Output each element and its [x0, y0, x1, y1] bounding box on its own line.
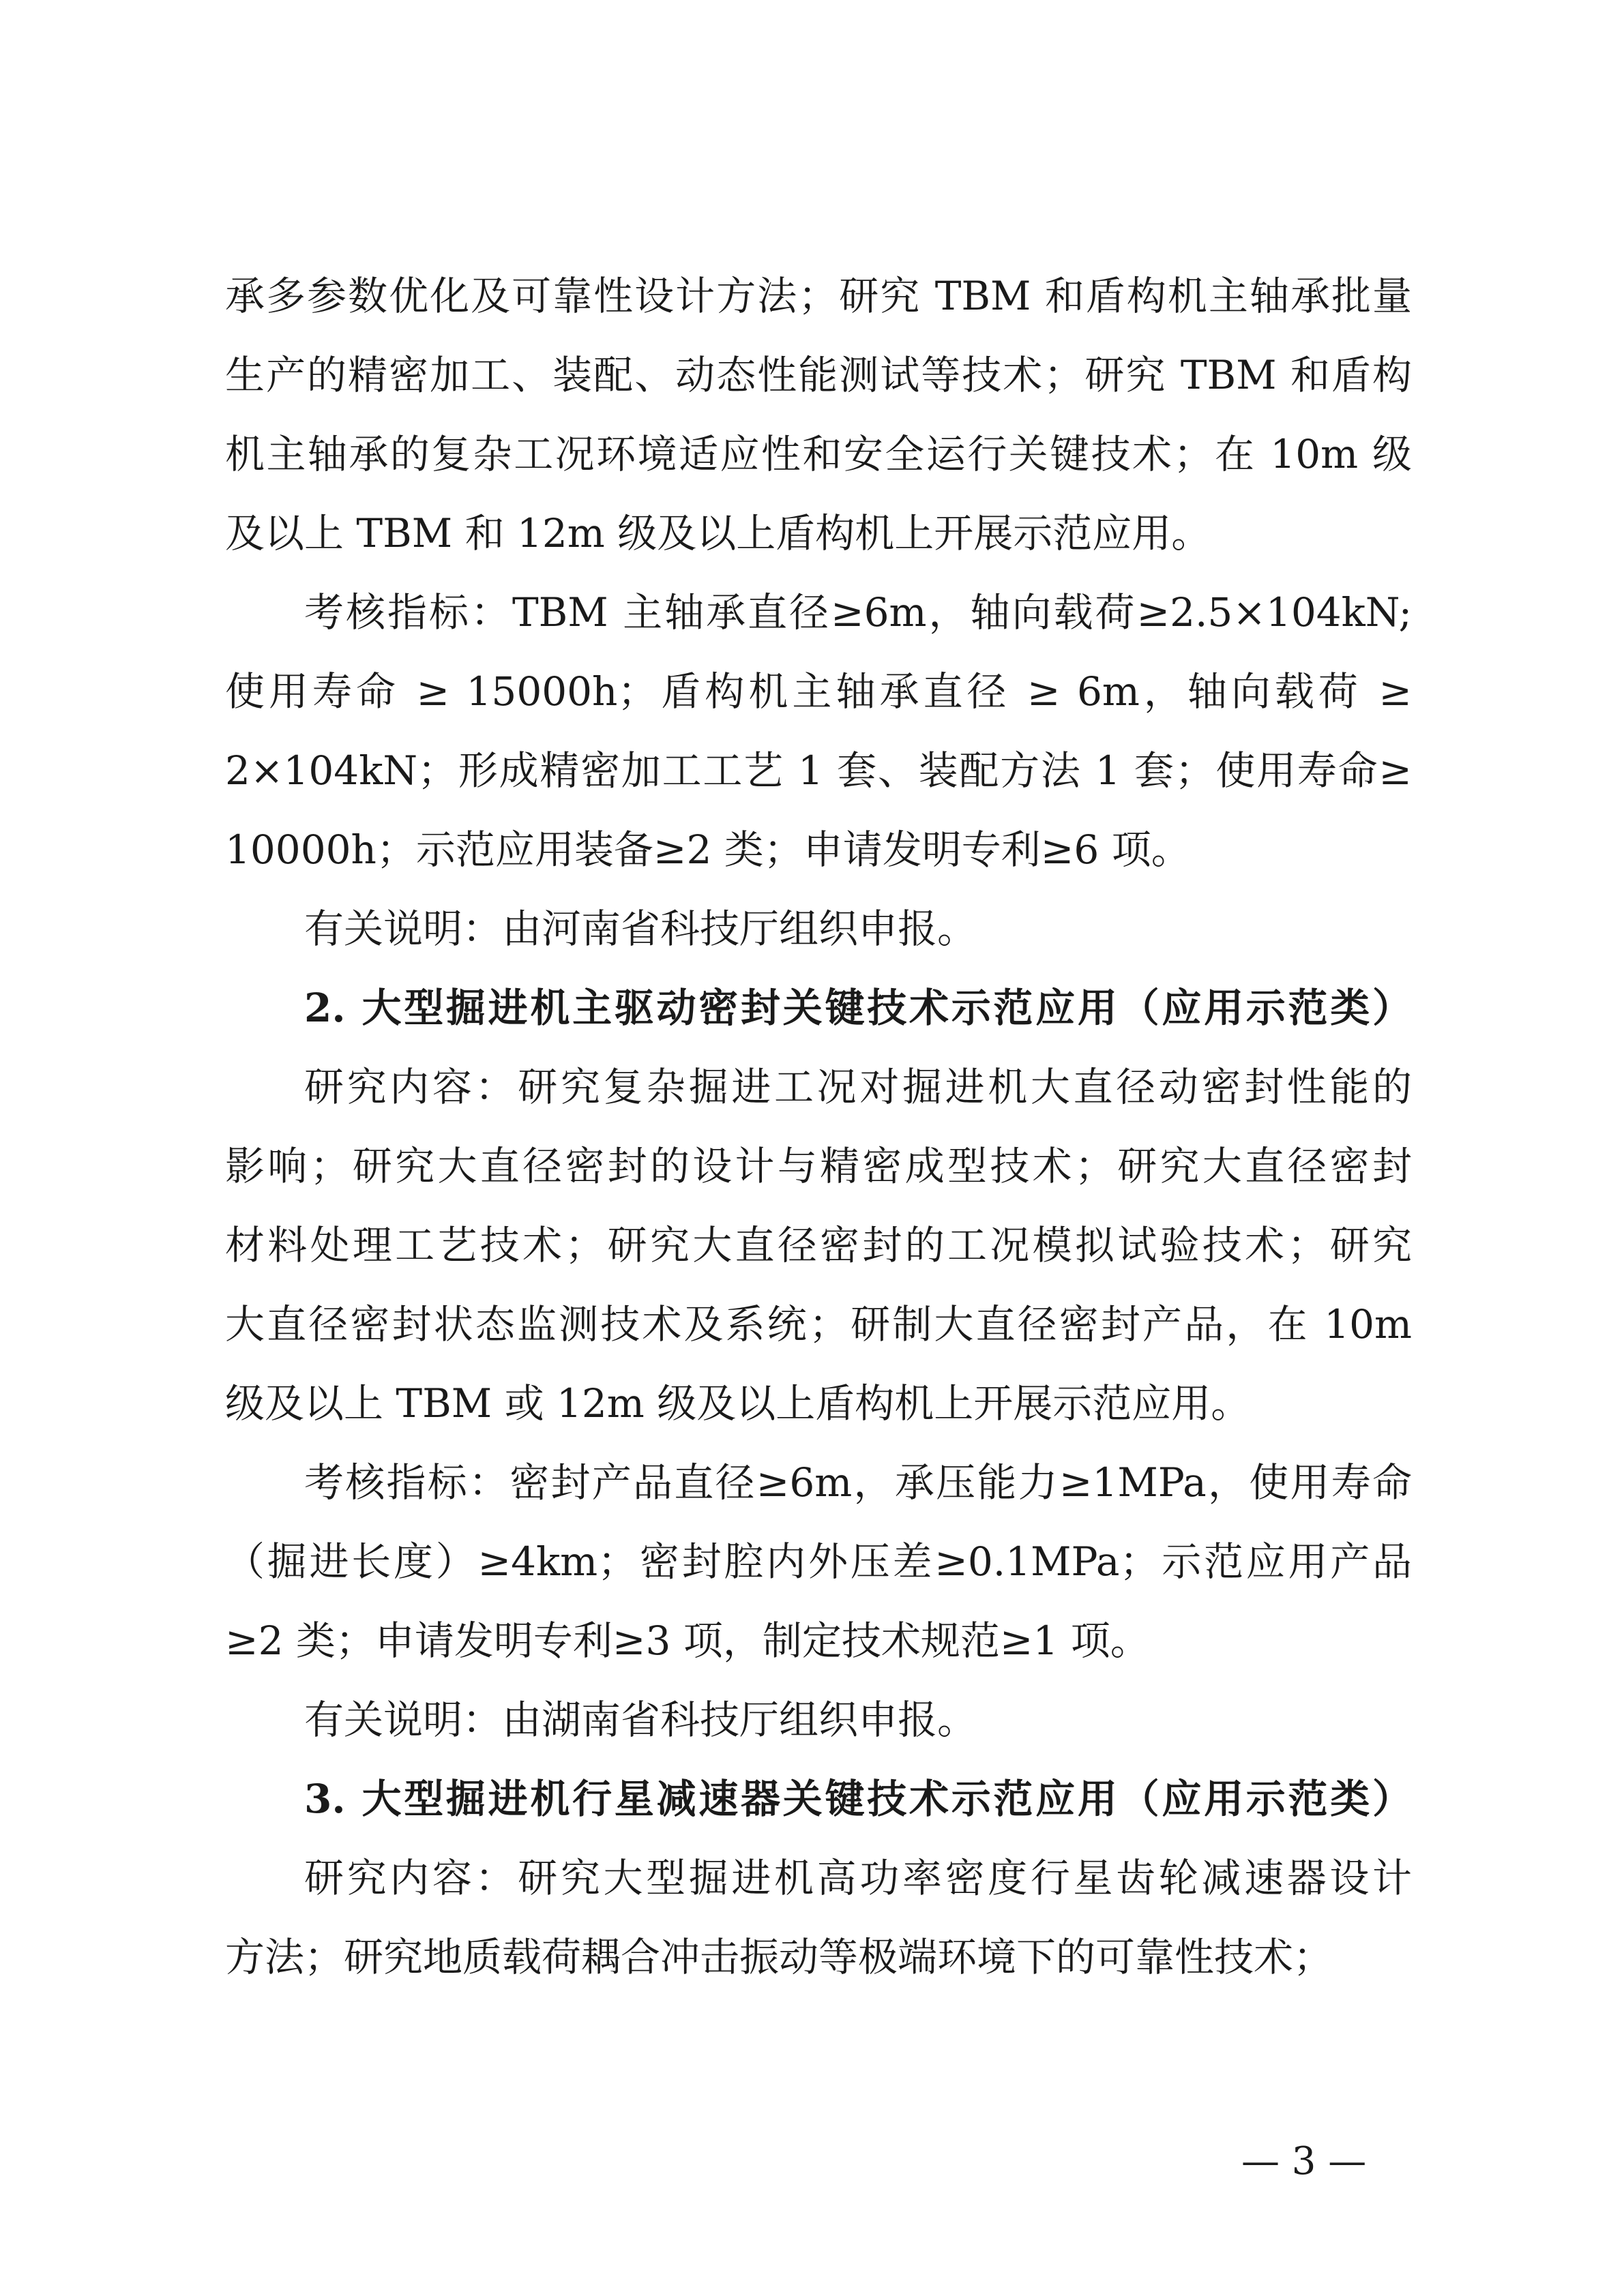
text-line-8: 10000h；示范应用装备≥2 类；申请发明专利≥6 项。: [225, 826, 1191, 873]
text-line-13: 材料处理工艺技术；研究大直径密封的工况模拟试验技术；研究: [225, 1222, 1412, 1268]
page-number: — 3 —: [1241, 2139, 1367, 2183]
text-line-9: 有关说明：由河南省科技厅组织申报。: [304, 906, 977, 952]
text-line-21: 研究内容：研究大型掘进机高功率密度行星齿轮减速器设计: [304, 1855, 1412, 1901]
section-heading-2: 2. 大型掘进机主驱动密封关键技术示范应用（应用示范类）: [304, 985, 1412, 1031]
text-line-4: 及以上 TBM 和 12m 级及以上盾构机上开展示范应用。: [225, 510, 1211, 556]
text-line-22: 方法；研究地质载荷耦合冲击振动等极端环境下的可靠性技术；: [225, 1934, 1333, 1980]
text-line-15: 级及以上 TBM 或 12m 级及以上盾构机上开展示范应用。: [225, 1380, 1251, 1427]
text-line-12: 影响；研究大直径密封的设计与精密成型技术；研究大直径密封: [225, 1143, 1412, 1189]
section-heading-3: 3. 大型掘进机行星减速器关键技术示范应用（应用示范类）: [304, 1776, 1412, 1822]
text-line-18: ≥2 类；申请发明专利≥3 项，制定技术规范≥1 项。: [225, 1617, 1150, 1664]
text-line-14: 大直径密封状态监测技术及系统；研制大直径密封产品，在 10m: [225, 1301, 1412, 1347]
text-line-1: 承多参数优化及可靠性设计方法；研究 TBM 和盾构机主轴承批量: [225, 273, 1412, 319]
text-line-3: 机主轴承的复杂工况环境适应性和安全运行关键技术；在 10m 级: [225, 431, 1412, 477]
text-line-19: 有关说明：由湖南省科技厅组织申报。: [304, 1697, 977, 1743]
text-line-17: （掘进长度）≥4km；密封腔内外压差≥0.1MPa；示范应用产品: [225, 1538, 1412, 1585]
text-line-7: 2×104kN；形成精密加工工艺 1 套、装配方法 1 套；使用寿命≥: [225, 747, 1412, 794]
text-line-5: 考核指标：TBM 主轴承直径≥6m，轴向载荷≥2.5×104kN;: [304, 589, 1412, 636]
text-line-11: 研究内容：研究复杂掘进工况对掘进机大直径动密封性能的: [304, 1064, 1412, 1110]
text-line-6: 使用寿命 ≥ 15000h；盾构机主轴承直径 ≥ 6m，轴向载荷 ≥: [225, 668, 1412, 715]
text-line-16: 考核指标：密封产品直径≥6m，承压能力≥1MPa，使用寿命: [304, 1459, 1412, 1506]
text-line-2: 生产的精密加工、装配、动态性能测试等技术；研究 TBM 和盾构: [225, 352, 1412, 398]
